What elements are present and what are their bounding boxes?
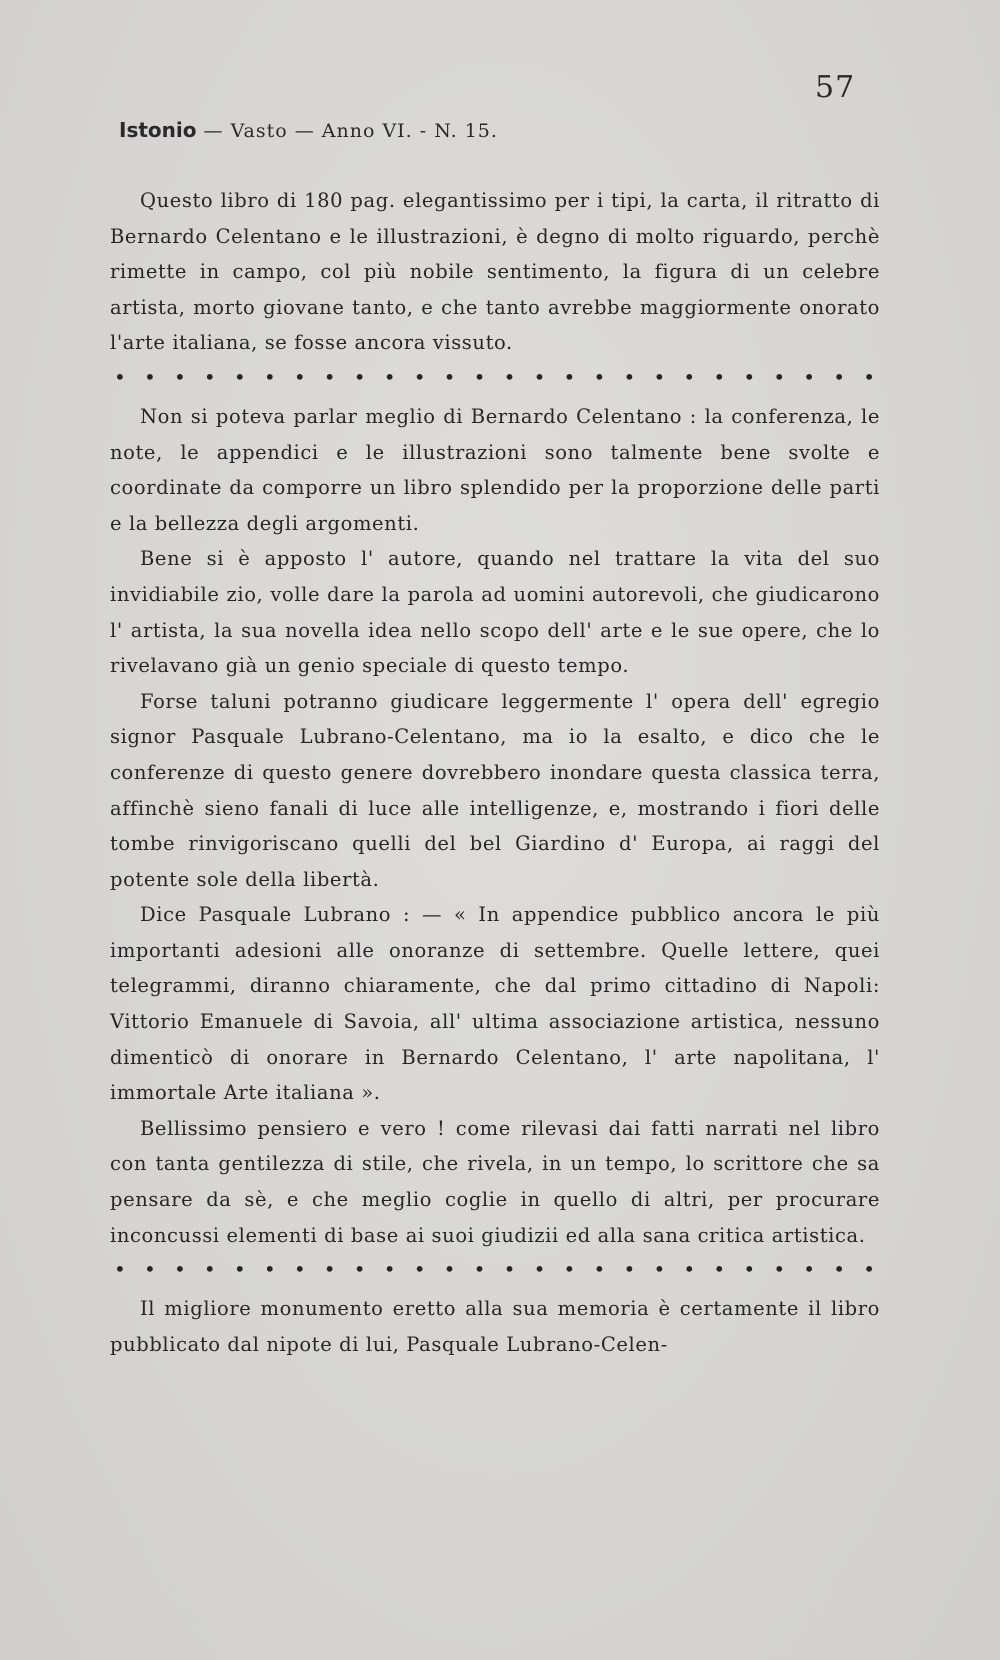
separator-dot: • [773,1257,786,1282]
paragraph: Questo libro di 180 pag. elegantissimo per i tipi, la carta, il ritratto di Bernardo Celentano e le illustrazioni, è degno di molto riguardo, perchè rimette in campo, col più nobile sentimento, la figura di un celebre artista, morto giovane tanto, e che tanto avrebbe maggiormente onorato l'arte italiana, se fosse ancora vissuto. [110,189,880,355]
separator-dot: • [263,364,277,389]
separator-dot: • [563,364,576,389]
separator-dot: • [293,364,307,389]
separator-dot: • [803,364,816,389]
separator-dot: • [653,1257,666,1282]
paragraph: Forse taluni potranno giudicare leggermente l' opera dell' egregio signor Pasquale Lubrano-Celentano, ma io la esalto, e dico che le conferenze di questo genere dovrebbero inondare questa classica terra, affinchè sieno fanali di luce alle intelligenze, e, mostrando i fiori delle tombe rinvigoriscano quelli del bel Giardino d' Europa, ai raggi del potente sole della libertà. [110,689,880,891]
separator-dot: • [353,364,367,389]
separator-dot: • [233,364,247,389]
separator-dot: • [443,364,457,389]
separator-dot: • [803,1257,816,1282]
separator-dot: • [743,1257,756,1282]
page-number: 57 [815,70,856,105]
paragraph: Dice Pasquale Lubrano : — « In appendice pubblico ancora le più importanti adesioni alle onoranze di settembre. Quelle lettere, quei telegrammi, diranno chiaramente, che dal primo cittadino di Napoli: Vittorio Emanuele di Savoia, all' ultima associazione artistica, nessuno dimenticò di onorare in Bernardo Celentano, l' arte napolitana, l' immortale Arte italiana ». [110,903,880,1105]
separator-dot: • [773,364,786,389]
separator-dot: • [623,364,636,389]
separator-dot: • [173,364,187,389]
header-issue-info: — Vasto — Anno VI. - N. 15. [196,120,498,142]
separator-dot: • [143,364,157,389]
separator-dot: • [653,364,666,389]
ellipsis-separator [110,364,880,391]
article-body [110,183,880,1362]
separator-dot: • [473,1257,487,1282]
separator-dot: • [114,1257,127,1282]
separator-dot: • [533,1257,546,1282]
separator-dot: • [503,364,516,389]
separator-dot: • [443,1257,457,1282]
ellipsis-separator [110,1259,880,1283]
separator-dot: • [323,1257,337,1282]
separator-dot: • [863,364,876,389]
running-header [119,118,498,142]
separator-dot: • [114,364,127,389]
separator-dot: • [593,1257,606,1282]
paragraph: Bellissimo pensiero e vero ! come rilevasi dai fatti narrati nel libro con tanta gentilezza di stile, che rivela, in un tempo, lo scrittore che sa pensare da sè, e che meglio coglie in quello di altri, per procurare inconcussi elementi di base ai suoi giudizii ed alla sana critica artistica. [110,1116,880,1247]
separator-dot: • [473,364,487,389]
separator-dot: • [203,1257,217,1282]
separator-dot: • [743,364,756,389]
separator-dot: • [683,364,696,389]
separator-dot: • [863,1257,876,1282]
paragraph: Il migliore monumento eretto alla sua memoria è certamente il libro pubblicato dal nipote di lui, Pasquale Lubrano-Celen- [110,1297,880,1356]
journal-name: Istonio [119,118,197,142]
separator-dot: • [203,364,217,389]
separator-dot: • [713,1257,726,1282]
separator-dot: • [683,1257,696,1282]
paragraph: Bene si è apposto l' autore, quando nel trattare la vita del suo invidiabile zio, volle dare la parola ad uomini autorevoli, che giudicarono l' artista, la sua novella idea nello scopo dell' arte e le sue opere, che lo rivelavano già un genio speciale di questo tempo. [110,547,880,678]
separator-dot: • [833,1257,846,1282]
separator-dot: • [593,364,606,389]
separator-dot: • [503,1257,516,1282]
separator-dot: • [413,364,427,389]
separator-dot: • [293,1257,307,1282]
separator-dot: • [383,1257,397,1282]
separator-dot: • [263,1257,277,1282]
separator-dot: • [413,1257,427,1282]
separator-dot: • [713,364,726,389]
separator-dot: • [143,1257,157,1282]
separator-dot: • [563,1257,576,1282]
separator-dot: • [833,364,846,389]
separator-dot: • [533,364,546,389]
separator-dot: • [233,1257,247,1282]
separator-dot: • [623,1257,636,1282]
separator-dot: • [353,1257,367,1282]
paragraph: Non si poteva parlar meglio di Bernardo Celentano : la conferenza, le note, le appendici e le illustrazioni sono talmente bene svolte e coordinate da comporre un libro splendido per la proporzione delle parti e la bellezza degli argomenti. [110,404,880,535]
separator-dot: • [383,364,397,389]
separator-dot: • [173,1257,187,1282]
separator-dot: • [323,364,337,389]
